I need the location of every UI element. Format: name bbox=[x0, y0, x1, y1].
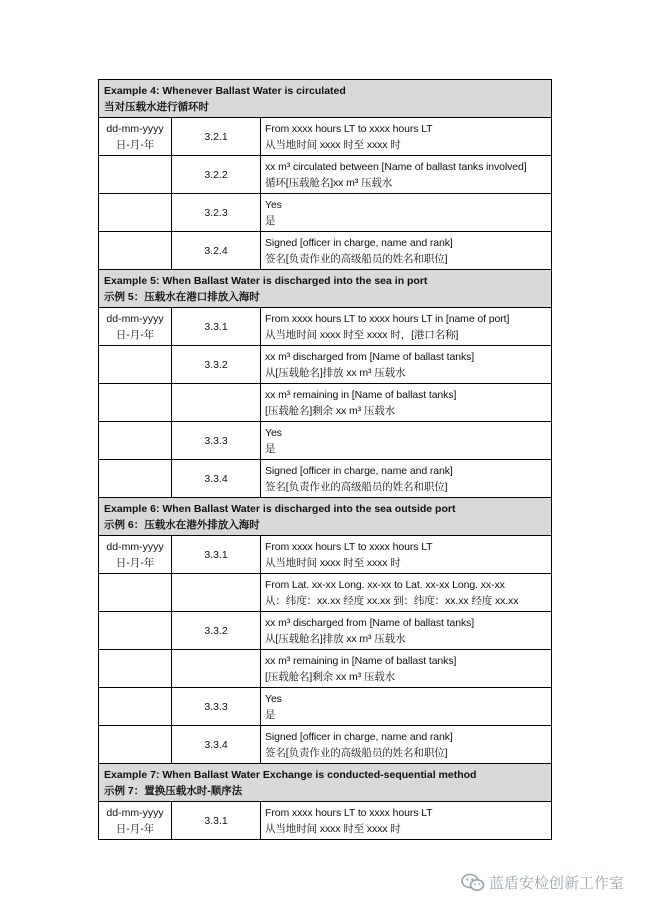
date-cell bbox=[99, 118, 172, 156]
description-en: xx m³ remaining in [Name of ballast tanks] bbox=[265, 654, 457, 667]
table-row bbox=[99, 118, 552, 156]
description-cell bbox=[261, 650, 552, 688]
description-en: Yes bbox=[265, 198, 282, 211]
item-code-cell bbox=[172, 802, 261, 840]
description-zh: 从[压载舱名]排放 xx m³ 压载水 bbox=[265, 366, 406, 379]
section-title-zh: 示例 7：置换压载水时-顺序法 bbox=[104, 784, 243, 797]
description-en: Signed [officer in charge, name and rank] bbox=[265, 464, 453, 477]
description-zh: 从：纬度：xx.xx 经度 xx.xx 到：纬度：xx.xx 经度 xx.xx bbox=[265, 594, 519, 607]
description-en: From xxxx hours LT to xxxx hours LT bbox=[265, 540, 433, 553]
table-row bbox=[99, 308, 552, 346]
table-row bbox=[99, 612, 552, 650]
date-format: dd-mm-yyyy bbox=[106, 122, 164, 135]
description-en: xx m³ remaining in [Name of ballast tanks] bbox=[265, 388, 457, 401]
description-cell bbox=[261, 118, 552, 156]
item-code-cell bbox=[172, 726, 261, 764]
date-cell bbox=[99, 346, 172, 384]
section-header bbox=[99, 498, 552, 536]
description-cell bbox=[261, 460, 552, 498]
description-zh: 从当地时间 xxxx 时至 xxxx 时 bbox=[265, 556, 401, 569]
item-code-cell bbox=[172, 536, 261, 574]
item-code: 3.3.1 bbox=[204, 320, 228, 333]
table-row bbox=[99, 384, 552, 422]
item-code-cell bbox=[172, 688, 261, 726]
item-code-cell bbox=[172, 650, 261, 688]
item-code: 3.3.3 bbox=[204, 434, 228, 447]
date-cell bbox=[99, 194, 172, 232]
item-code-cell bbox=[172, 612, 261, 650]
description-zh: 从[压载舱名]排放 xx m³ 压载水 bbox=[265, 632, 406, 645]
item-code: 3.3.4 bbox=[204, 738, 228, 751]
item-code-cell bbox=[172, 384, 261, 422]
section-header bbox=[99, 270, 552, 308]
date-format-zh: 日-月-年 bbox=[115, 556, 155, 569]
description-cell bbox=[261, 346, 552, 384]
date-cell bbox=[99, 536, 172, 574]
date-cell bbox=[99, 802, 172, 840]
date-format-zh: 日-月-年 bbox=[115, 138, 155, 151]
date-cell bbox=[99, 612, 172, 650]
description-en: From Lat. xx-xx Long. xx-xx to Lat. xx-xx Long. xx-xx bbox=[265, 578, 505, 591]
item-code: 3.3.1 bbox=[204, 814, 228, 827]
description-zh: [压载舱名]剩余 xx m³ 压载水 bbox=[265, 404, 396, 417]
date-format: dd-mm-yyyy bbox=[106, 540, 164, 553]
description-en: Signed [officer in charge, name and rank] bbox=[265, 730, 453, 743]
item-code: 3.2.4 bbox=[204, 244, 228, 257]
date-format-zh: 日-月-年 bbox=[115, 328, 155, 341]
description-cell bbox=[261, 384, 552, 422]
description-en: From xxxx hours LT to xxxx hours LT bbox=[265, 806, 433, 819]
description-cell bbox=[261, 308, 552, 346]
ballast-water-record-table bbox=[98, 79, 552, 840]
item-code: 3.2.2 bbox=[204, 168, 228, 181]
item-code-cell bbox=[172, 460, 261, 498]
section-header bbox=[99, 764, 552, 802]
table-row bbox=[99, 422, 552, 460]
item-code-cell bbox=[172, 118, 261, 156]
description-cell bbox=[261, 574, 552, 612]
item-code-cell bbox=[172, 194, 261, 232]
description-zh: 从当地时间 xxxx 时至 xxxx 时 bbox=[265, 138, 401, 151]
table-row bbox=[99, 802, 552, 840]
table-row bbox=[99, 688, 552, 726]
description-zh: [压载舱名]剩余 xx m³ 压载水 bbox=[265, 670, 396, 683]
item-code: 3.3.4 bbox=[204, 472, 228, 485]
watermark-text: 蓝盾安检创新工作室 bbox=[489, 875, 625, 892]
table-row bbox=[99, 460, 552, 498]
description-zh: 是 bbox=[265, 442, 276, 455]
table-row bbox=[99, 574, 552, 612]
date-cell bbox=[99, 384, 172, 422]
table-row bbox=[99, 194, 552, 232]
table-body bbox=[99, 80, 552, 840]
description-en: Yes bbox=[265, 426, 282, 439]
item-code-cell bbox=[172, 574, 261, 612]
table-row bbox=[99, 726, 552, 764]
section-title-zh: 示例 6：压载水在港外排放入海时 bbox=[104, 518, 260, 531]
table-row bbox=[99, 232, 552, 270]
table-row bbox=[99, 650, 552, 688]
date-cell bbox=[99, 422, 172, 460]
date-format: dd-mm-yyyy bbox=[106, 806, 164, 819]
table-row bbox=[99, 346, 552, 384]
section-title-en: Example 7: When Ballast Water Exchange is conducted-sequential method bbox=[104, 768, 477, 781]
description-zh: 签名[负责作业的高级船员的姓名和职位] bbox=[265, 746, 448, 759]
date-cell bbox=[99, 726, 172, 764]
date-cell bbox=[99, 650, 172, 688]
item-code: 3.3.2 bbox=[204, 358, 228, 371]
description-cell bbox=[261, 688, 552, 726]
date-cell bbox=[99, 308, 172, 346]
section-title-en: Example 4: Whenever Ballast Water is circulated bbox=[104, 84, 346, 97]
section-title-en: Example 5: When Ballast Water is discharged into the sea in port bbox=[104, 274, 428, 287]
description-cell bbox=[261, 802, 552, 840]
section-title bbox=[99, 498, 552, 536]
description-cell bbox=[261, 422, 552, 460]
date-cell bbox=[99, 460, 172, 498]
item-code-cell bbox=[172, 156, 261, 194]
section-header bbox=[99, 80, 552, 118]
description-zh: 是 bbox=[265, 708, 276, 721]
section-title-zh: 示例 5：压载水在港口排放入海时 bbox=[104, 290, 260, 303]
description-cell bbox=[261, 612, 552, 650]
description-zh: 签名[负责作业的高级船员的姓名和职位] bbox=[265, 252, 448, 265]
description-en: xx m³ circulated between [Name of ballast tanks involved] bbox=[265, 160, 527, 173]
item-code-cell bbox=[172, 346, 261, 384]
item-code: 3.3.2 bbox=[204, 624, 228, 637]
item-code-cell bbox=[172, 308, 261, 346]
item-code: 3.2.1 bbox=[204, 130, 228, 143]
description-cell bbox=[261, 156, 552, 194]
wechat-icon bbox=[461, 873, 485, 893]
watermark bbox=[461, 872, 624, 893]
description-en: xx m³ discharged from [Name of ballast tanks] bbox=[265, 616, 475, 629]
section-title bbox=[99, 270, 552, 308]
description-cell bbox=[261, 194, 552, 232]
section-title-en: Example 6: When Ballast Water is discharged into the sea outside port bbox=[104, 502, 456, 515]
description-en: From xxxx hours LT to xxxx hours LT in [name of port] bbox=[265, 312, 510, 325]
description-cell bbox=[261, 232, 552, 270]
date-cell bbox=[99, 688, 172, 726]
date-format-zh: 日-月-年 bbox=[115, 822, 155, 835]
item-code: 3.3.1 bbox=[204, 548, 228, 561]
date-cell bbox=[99, 232, 172, 270]
description-en: From xxxx hours LT to xxxx hours LT bbox=[265, 122, 433, 135]
date-format: dd-mm-yyyy bbox=[106, 312, 164, 325]
description-cell bbox=[261, 536, 552, 574]
description-zh: 是 bbox=[265, 214, 276, 227]
section-title bbox=[99, 80, 552, 118]
description-zh: 签名[负责作业的高级船员的姓名和职位] bbox=[265, 480, 448, 493]
item-code-cell bbox=[172, 232, 261, 270]
description-en: xx m³ discharged from [Name of ballast tanks] bbox=[265, 350, 475, 363]
description-zh: 循环[压载舱名]xx m³ 压载水 bbox=[265, 176, 393, 189]
section-title-zh: 当对压载水进行循环时 bbox=[104, 100, 209, 113]
item-code: 3.3.3 bbox=[204, 700, 228, 713]
section-title bbox=[99, 764, 552, 802]
description-zh: 从当地时间 xxxx 时至 xxxx 时，[港口名称] bbox=[265, 328, 459, 341]
date-cell bbox=[99, 156, 172, 194]
table-row bbox=[99, 156, 552, 194]
description-cell bbox=[261, 726, 552, 764]
description-zh: 从当地时间 xxxx 时至 xxxx 时 bbox=[265, 822, 401, 835]
description-en: Signed [officer in charge, name and rank] bbox=[265, 236, 453, 249]
description-en: Yes bbox=[265, 692, 282, 705]
item-code-cell bbox=[172, 422, 261, 460]
item-code: 3.2.3 bbox=[204, 206, 228, 219]
table-row bbox=[99, 536, 552, 574]
date-cell bbox=[99, 574, 172, 612]
